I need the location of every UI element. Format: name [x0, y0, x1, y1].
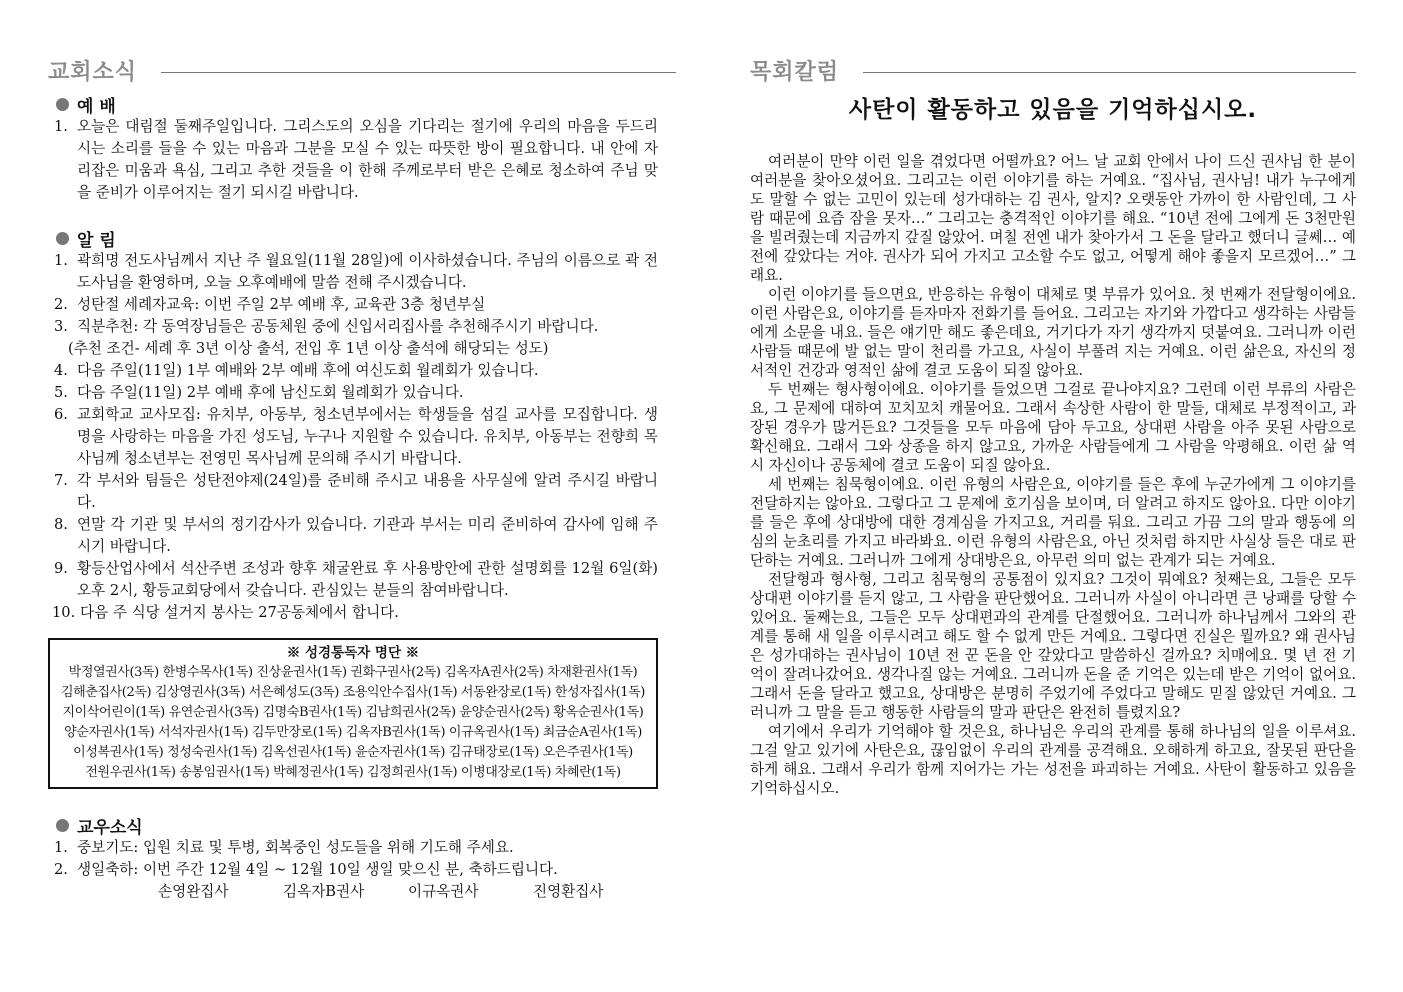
- notice-item: [48, 294, 658, 316]
- item-number: 1.: [54, 118, 68, 135]
- item-number: 6.: [54, 406, 68, 423]
- birthday-name: 진영환집사: [533, 883, 604, 900]
- notice-item: [48, 382, 658, 404]
- bullet-dot-icon: [56, 819, 69, 832]
- item-number: 4.: [54, 362, 68, 379]
- bible-reader-row: 박정열권사(3독) 한병수목사(1독) 진상윤권사(1독) 권화구권사(2독) 김옥자A권사(2독) 차재환권사(1독): [68, 665, 638, 680]
- bible-reader-row: 양순자권사(1독) 서석자권사(1독) 김두만장로(1독) 김옥자B권사(1독) 이규옥권사(1독) 최금순A권사(1독): [64, 725, 642, 740]
- notice-item: [48, 250, 658, 294]
- notice-item: [48, 404, 658, 470]
- item-text: 다음 주 식당 설거지 봉사는 27공동체에서 합니다.: [80, 604, 399, 621]
- column-paragraph: 세 번째는 침묵형이에요. 이런 유형의 사람은요, 이야기를 들은 후에 누군가에게 그 이야기를 전달하지는 않아요. 그렇다고 그 문제에 호기심을 보이며, 더 알려고 하지도 않아요. 다만 이야기를 들은 후에 상대방에 대한 경계심을 가지고요, 거리를 둬요. 그리고 가끔 그의 말과 행동에 의심의 눈초리를 가지고 바라봐요. 이런 유형의 사람은요, 아닌 것처럼 하지만 사실상 들은 대로 판단하는 거예요. 그러니까 그에게 상대방은요, 아무런 의미 없는 관계가 되는 거예요.: [750, 476, 1356, 569]
- birthday-name: 김옥자B권사: [283, 883, 365, 900]
- notice-title: 알 림: [77, 230, 116, 251]
- notice-item: [48, 470, 658, 514]
- pastor-column-section-title: 목회칼럼: [750, 58, 840, 85]
- birthday-name: 이규옥권사: [408, 883, 479, 900]
- item-text: 연말 각 기관 및 부서의 정기감사가 있습니다. 기관과 부서는 미리 준비하여 감사에 임해 주시기 바랍니다.: [77, 516, 658, 555]
- item-number: 3.: [54, 318, 68, 335]
- header-divider: [863, 72, 1356, 73]
- column-title: 사탄이 활동하고 있음을 기억하십시오.: [848, 97, 1258, 123]
- item-text: 황등산업사에서 석산주변 조성과 향후 채굴완료 후 사용방안에 관한 설명회를 12월 6일(화) 오후 2시, 황등교회당에서 갖습니다. 관심있는 분들의 참여바랍니다.: [77, 560, 658, 599]
- notice-item: [48, 514, 658, 558]
- item-number: 1.: [54, 252, 68, 269]
- members-heading: [56, 813, 658, 837]
- church-news-header: [48, 52, 658, 88]
- church-news-column: [48, 52, 658, 903]
- bullet-dot-icon: [56, 232, 69, 245]
- worship-title: 예 배: [77, 96, 116, 117]
- item-number: 2.: [54, 861, 68, 878]
- item-text: 각 부서와 팀들은 성탄전야제(24일)를 준비해 주시고 내용을 사무실에 알려 주시길 바랍니다.: [77, 472, 658, 511]
- item-number: 7.: [54, 472, 68, 489]
- bible-reader-row: 전원우권사(1독) 송봉임권사(1독) 박혜정권사(1독) 김정희권사(1독) 이병대장로(1독) 차혜란(1독): [85, 765, 621, 780]
- worship-item: [48, 116, 658, 204]
- notice-item: [48, 360, 658, 382]
- column-paragraph: 여기에서 우리가 기억해야 할 것은요, 하나님은 우리의 관계를 통해 하나님의 일을 이루셔요. 그걸 알고 있기에 사탄은요, 끊임없이 우리의 관계를 공격해요. 오해하게 하고요, 잘못된 판단을 하게 해요. 그래서 우리가 함께 지어가는 가는 성전을 파괴하는 거예요. 사탄이 활동하고 있음을 기억하십시오.: [750, 723, 1356, 797]
- bible-reader-row: 이성복권사(1독) 정성숙권사(1독) 김옥선권사(1독) 윤순자권사(1독) 김규태장로(1독) 오은주권사(1독): [73, 745, 633, 760]
- item-number: 10.: [52, 604, 76, 621]
- column-paragraph: 두 번째는 형사형이에요. 이야기를 들었으면 그걸로 끝나야지요? 그런데 이런 부류의 사람은요, 그 문제에 대하여 꼬치꼬치 캐물어요. 그래서 속상한 사람이 한 말들, 대체로 부정적이고, 과장된 경우가 많거든요? 그것들을 모두 마음에 담아 두고요, 상대편 사람을 아주 못된 사람으로 확신해요. 그래서 그와 상종을 하지 않고요, 가까운 사람들에게 그 사람을 악평해요. 이런 삶 역시 자신이나 공동체에 결코 도움이 되질 않아요.: [750, 381, 1356, 474]
- birthday-name: 손영완집사: [158, 883, 229, 900]
- item-number: 8.: [54, 516, 68, 533]
- bible-reader-title: ※ 성경통독자 명단 ※: [286, 645, 420, 661]
- notice-item: [48, 602, 658, 624]
- members-item: [48, 859, 658, 881]
- item-text: 다음 주일(11일) 2부 예배 후에 남신도회 월례회가 있습니다.: [77, 384, 464, 401]
- column-paragraph: 여러분이 만약 이런 일을 겪었다면 어떨까요? 어느 날 교회 안에서 나이 드신 권사님 한 분이 여러분을 찾아오셨어요. 그리고는 이런 이야기를 하는 거예요. “집사님, 권사님! 내가 누구에게도 말할 수 없는 고민이 있는데 성가대하는 김 권사, 알지? 오랫동안 가까이 한 사람인데, 그 사람 때문에 요즘 잠을 못자…” 그리고는 충격적인 이야기를 해요. “10년 전에 그에게 돈 3천만원을 빌려줬는데 지금까지 갚질 않았어. 며칠 전엔 내가 찾아가서 그 돈을 달라고 했더니 글쎄… 예전에 갚았다는 거야. 권사가 되어 가지고 고소할 수도 없고, 어떻게 해야 좋을지 모르겠어…” 그래요.: [750, 153, 1356, 284]
- notice-heading: [56, 226, 658, 250]
- item-text: 생일축하: 이번 주간 12월 4일 ~ 12월 10일 생일 맞으신 분, 축하드립니다.: [77, 861, 558, 878]
- item-number: 5.: [54, 384, 68, 401]
- item-text: 다음 주일(11일) 1부 예배와 2부 예배 후에 여신도회 월례회가 있습니다.: [77, 362, 539, 379]
- item-text: 중보기도: 입원 치료 및 투병, 회복중인 성도들을 위해 기도해 주세요.: [77, 839, 514, 856]
- item-number: 2.: [54, 296, 68, 313]
- column-paragraph: 전달형과 형사형, 그리고 침묵형의 공통점이 있지요? 그것이 뭐예요? 첫째는요, 그들은 모두 상대편 이야기를 듣지 않고, 그 사람을 판단했어요. 그러니까 사실이 아니라면 큰 낭패를 당할 수 있어요. 둘째는요, 그들은 모두 상대편과의 관계를 단절했어요. 그러니까 하나님께서 그와의 관계를 통해 새 일을 이루시려고 해도 할 수 없게 만든 거예요. 그렇다면 진실은 뭘까요? 왜 권사님은 성가대하는 권사님이 10년 전 꾼 돈을 안 갚았다고 말씀하신 걸까요? 치매에요. 몇 년 전 기억이 잘려나갔어요. 생각나질 않는 거예요. 그러니까 돈을 준 기억은 있는데 받은 기억이 없어요. 그래서 돈을 달라고 했고요, 상대방은 분명히 주었기에 주었다고 말해도 믿질 않았던 거예요. 그러니까 그 말을 듣고 행동한 사람들의 말과 판단은 완전히 틀렸지요?: [750, 571, 1356, 721]
- header-divider: [161, 72, 676, 73]
- members-title: 교우소식: [77, 817, 143, 838]
- item-number: 9.: [54, 560, 68, 577]
- notice-condition: (추천 조건- 세례 후 3년 이상 출석, 전입 후 1년 이상 출석에 해당되는 성도): [68, 340, 549, 357]
- notice-item: [48, 558, 658, 602]
- item-text: 오늘은 대림절 둘째주일입니다. 그리스도의 오심을 기다리는 절기에 우리의 마음을 두드리시는 소리를 들을 수 있는 마음과 그분을 모실 수 있는 따뜻한 방이 필요합니다. 내 안에 자리잡은 미움과 욕심, 그리고 추한 것들을 이 한해 주께로부터 받은 은혜로 청소하여 주님 맞을 준비가 이루어지는 절기 되시길 바랍니다.: [77, 118, 658, 201]
- church-news-title: 교회소식: [48, 58, 138, 85]
- worship-heading: [56, 92, 658, 116]
- item-text: 곽희명 전도사님께서 지난 주 월요일(11월 28일)에 이사하셨습니다. 주님의 이름으로 곽 전도사님을 환영하며, 오늘 오후예배에 말씀 전해 주시겠습니다.: [77, 252, 658, 291]
- item-text: 직분추천: 각 동역장님들은 공동체원 중에 신입서리집사를 추천해주시기 바랍니다.: [77, 318, 599, 335]
- bullet-dot-icon: [56, 98, 69, 111]
- pastor-column: [750, 52, 1356, 798]
- item-text: 성탄절 세례자교육: 이번 주일 2부 예배 후, 교육관 3층 청년부실: [77, 296, 486, 313]
- bible-reader-row: 지이삭어린이(1독) 유연순권사(3독) 김명숙B권사(1독) 김남희권사(2독) 윤양순권사(2독) 황옥순권사(1독): [62, 705, 644, 720]
- bible-reader-box: [48, 638, 658, 789]
- column-paragraph: 이런 이야기를 들으면요, 반응하는 유형이 대체로 몇 부류가 있어요. 첫 번째가 전달형이에요. 이런 사람은요, 이야기를 듣자마자 전화기를 들어요. 그리고는 자기와 가깝다고 생각하는 사람들에게 소문을 내요. 들은 얘기만 해도 좋은데요, 거기다가 자기 생각까지 덧붙여요. 그러니까 이런 사람들 때문에 발 없는 말이 천리를 가고요, 사실이 부풀려 지는 거예요. 이런 삶은요, 자신의 정서적인 건강과 영적인 삶에 결코 도움이 되질 않아요.: [750, 286, 1356, 379]
- bible-reader-row: 김해춘집사(2독) 김상영권사(3독) 서은혜성도(3독) 조용익안수집사(1독) 서동완장로(1독) 한성자집사(1독): [61, 685, 645, 700]
- notice-item: [48, 316, 658, 338]
- item-text: 교회학교 교사모집: 유치부, 아동부, 청소년부에서는 학생들을 섬길 교사를 모집합니다. 생명을 사랑하는 마음을 가진 성도님, 누구나 지원할 수 있습니다. 유치부, 아동부는 전향희 목사님께 청소년부는 전영민 목사님께 문의해 주시기 바랍니다.: [77, 406, 658, 467]
- item-number: 1.: [54, 839, 68, 856]
- members-item: [48, 837, 658, 859]
- pastor-column-header: [750, 52, 1356, 88]
- birthday-names: [48, 881, 658, 903]
